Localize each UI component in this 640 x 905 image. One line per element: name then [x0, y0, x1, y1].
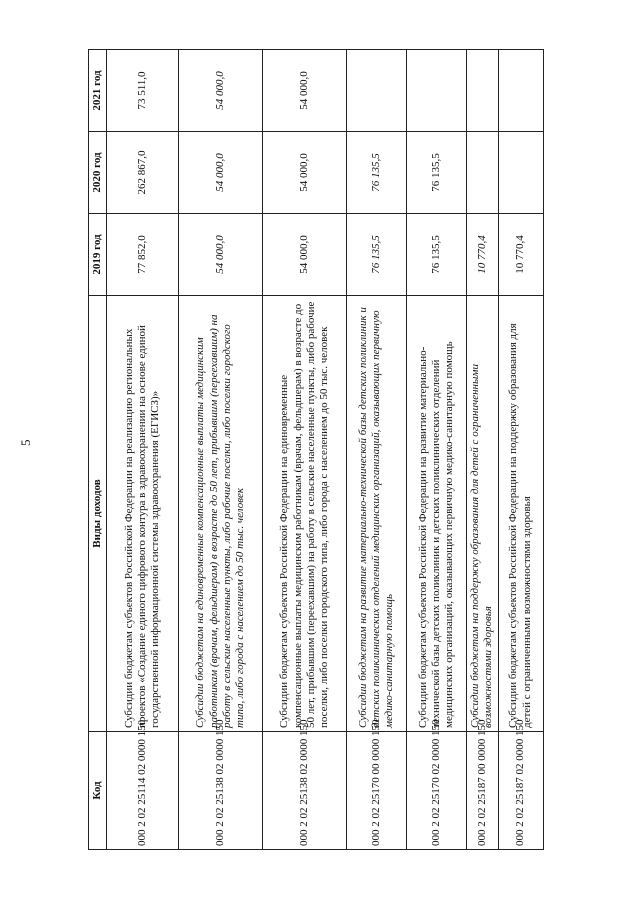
header-code: Код	[89, 732, 107, 850]
row-name: Субсидии бюджетам субъектов Российской Федерации на реализацию региональных проектов «Создание единого цифрового контура в здравоохранении на основе единой государственной информационной системы здравоохранения (ЕГИСЗ)»	[107, 296, 179, 732]
row-2021	[407, 50, 467, 132]
row-name: Субсидии бюджетам на поддержку образования для детей с ограниченными возможностями здоровья	[467, 296, 498, 732]
row-code: 000 2 02 25187 02 0000 150	[498, 732, 543, 850]
row-code: 000 2 02 25138 02 0000 150	[179, 732, 263, 850]
row-name: Субсидии бюджетам субъектов Российской Федерации на единовременные компенсационные выплаты медицинским работникам (врачам, фельдшерам) в возрасте до 50 лет, прибывшим (переехавшим) на работу в сельские населенные пункты, либо рабочие поселки, либо поселки городского типа, либо города с населением до 50 тыс. человек	[263, 296, 347, 732]
row-2020: 262 867,0	[107, 132, 179, 214]
table-row	[179, 50, 263, 850]
row-name: Субсидии бюджетам на развитие материально-технической базы детских поликлиник и детских поликлинических отделений медицинских организаций, оказывающих первичную медико-санитарную помощь	[347, 296, 407, 732]
revenue-table	[88, 49, 544, 850]
row-code: 000 2 02 25170 02 0000 150	[407, 732, 467, 850]
table-row	[263, 50, 347, 850]
table-row	[347, 50, 407, 850]
header-row	[89, 50, 107, 850]
table-wrapper	[88, 50, 543, 850]
table-row	[407, 50, 467, 850]
row-2020: 76 135,5	[347, 132, 407, 214]
row-2020: 54 000,0	[179, 132, 263, 214]
row-name: Субсидии бюджетам на единовременные компенсационные выплаты медицинским работникам (врачам, фельдшерам) в возрасте до 50 лет, прибывшим (переехавшим) на работу в сельские населенные пункты, либо рабочие поселки, либо поселки городского типа, либо города с населением до 50 тыс. человек	[179, 296, 263, 732]
row-2021: 73 511,0	[107, 50, 179, 132]
row-name: Субсидии бюджетам субъектов Российской Федерации на поддержку образования для детей с ограниченными возможностями здоровья	[498, 296, 543, 732]
row-2019: 76 135,5	[347, 214, 407, 296]
page-number: 5	[18, 439, 33, 446]
table-row	[107, 50, 179, 850]
row-2021	[347, 50, 407, 132]
row-code: 000 2 02 25170 00 0000 150	[347, 732, 407, 850]
row-2020	[498, 132, 543, 214]
row-2019: 54 000,0	[263, 214, 347, 296]
row-2019: 10 770,4	[467, 214, 498, 296]
header-name: Виды доходов	[89, 296, 107, 732]
row-code: 000 2 02 25114 02 0000 150	[107, 732, 179, 850]
row-2019: 76 135,5	[407, 214, 467, 296]
row-code: 000 2 02 25187 00 0000 150	[467, 732, 498, 850]
row-2021	[498, 50, 543, 132]
row-2020: 54 000,0	[263, 132, 347, 214]
row-2021: 54 000,0	[179, 50, 263, 132]
row-2020: 76 135,5	[407, 132, 467, 214]
row-2019: 54 000,0	[179, 214, 263, 296]
row-code: 000 2 02 25138 02 0000 150	[263, 732, 347, 850]
row-2021	[467, 50, 498, 132]
header-2020: 2020 год	[89, 132, 107, 214]
row-name: Субсидии бюджетам субъектов Российской Федерации на развитие материально-технической базы детских поликлиник и детских поликлинических отделений медицинских организаций, оказывающих первичную медико-санитарную помощь	[407, 296, 467, 732]
header-2021: 2021 год	[89, 50, 107, 132]
row-2020	[467, 132, 498, 214]
row-2021: 54 000,0	[263, 50, 347, 132]
table-row	[467, 50, 498, 850]
row-2019: 10 770,4	[498, 214, 543, 296]
row-2019: 77 852,0	[107, 214, 179, 296]
header-2019: 2019 год	[89, 214, 107, 296]
table-row	[498, 50, 543, 850]
